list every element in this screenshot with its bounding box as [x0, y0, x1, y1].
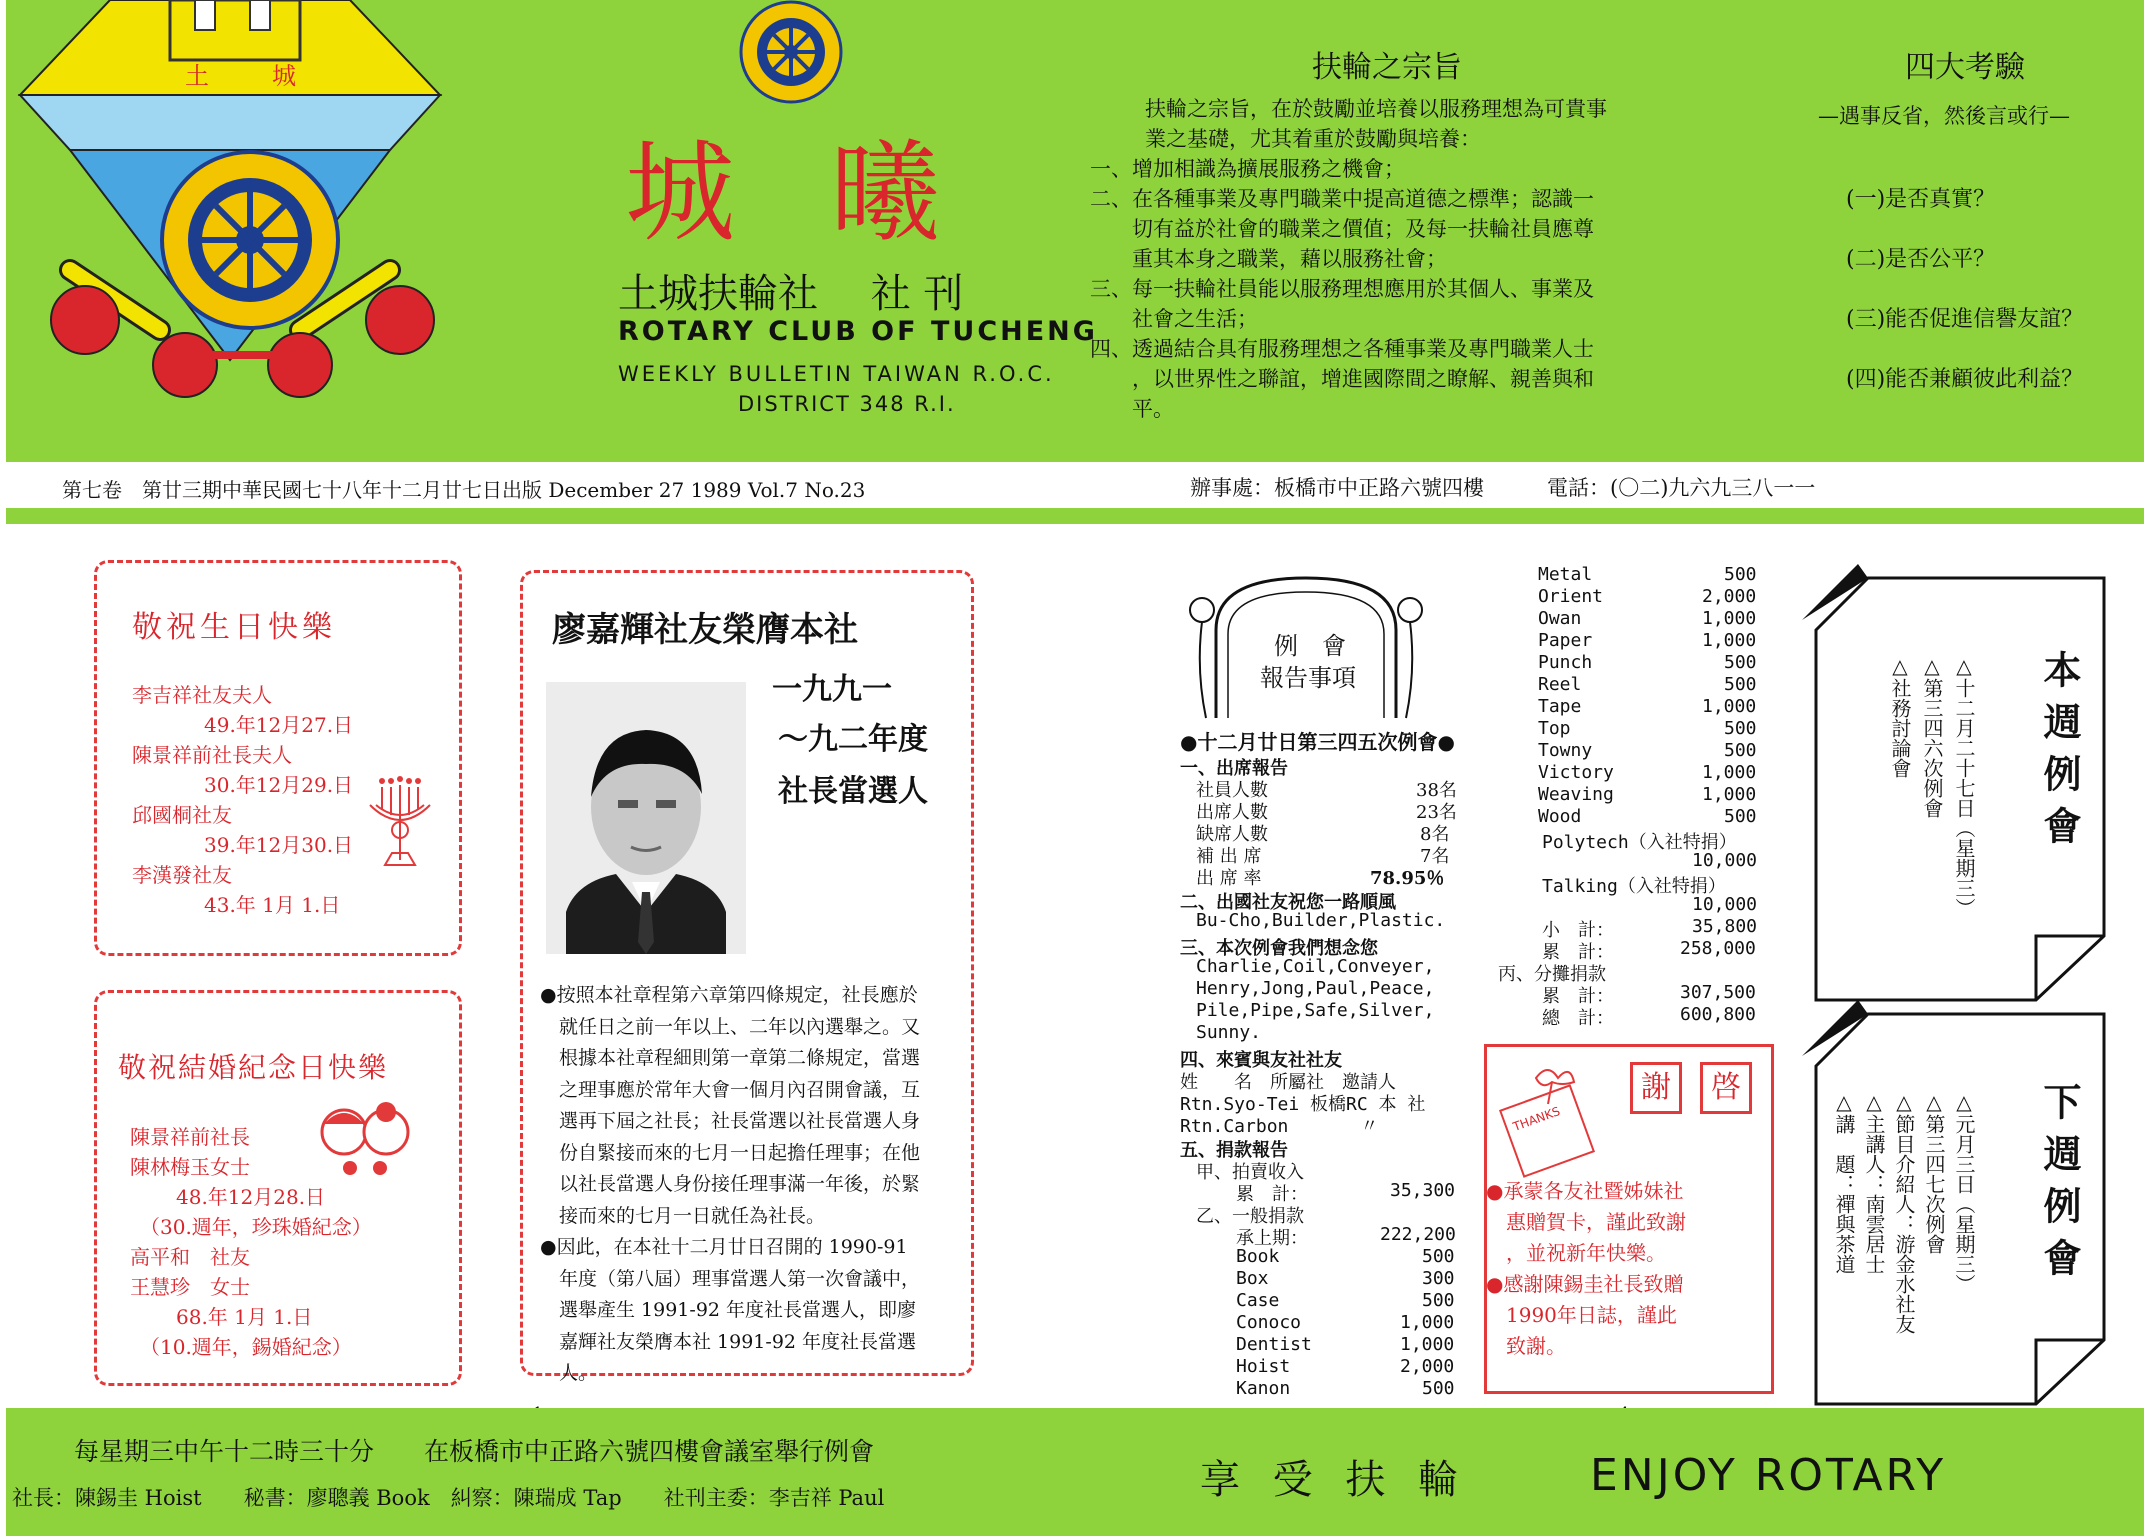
donation-value: 500 — [1724, 740, 1757, 761]
donation-value: 500 — [1422, 1378, 1455, 1399]
divider-band — [6, 508, 2144, 524]
this-week-item-3: △社務討論會 — [1888, 654, 1912, 778]
donation-value: 2,000 — [1400, 1356, 1455, 1377]
president-elect-line: 選再下屆之社長；社長當選以社長當選人身 — [540, 1110, 921, 1132]
thanks-text — [1486, 1176, 1686, 1362]
president-elect-sub-3: 社長當選人 — [778, 774, 928, 809]
club-logo — [10, 0, 450, 420]
attendance-value: 78.95％ — [1370, 868, 1445, 889]
guest-row: Rtn.Carbon 〃 — [1180, 1116, 1379, 1137]
sign-line-1: 例 會 — [1274, 632, 1346, 660]
president-elect-sub-2: ～九二年度 — [778, 722, 928, 757]
attendance-label: 出席人數 — [1196, 802, 1268, 823]
donation-value: 1,000 — [1702, 696, 1757, 717]
meeting-schedule: 每星期三中午十二時三十分 在板橋市中正路六號四樓會議室舉行例會 — [74, 1437, 875, 1466]
next-week-item-4: △主講人：南雲居士 — [1862, 1090, 1886, 1274]
president-elect-line: ●按照本社章程第六章第四條規定，社長應於 — [540, 984, 918, 1006]
wedding-line: 高平和 社友 — [130, 1245, 250, 1269]
thanks-line: 1990年日誌，謹此 — [1486, 1303, 1677, 1327]
meeting-title: ●十二月廿日第三四五次例會● — [1180, 730, 1455, 754]
president-elect-line: 嘉輝社友榮膺本社 1991-92 年度社長當選 — [540, 1330, 917, 1353]
president-elect-sub-1: 一九九一 — [772, 672, 892, 707]
club-name-cn: 土城扶輪社 社 刊 — [618, 271, 964, 317]
castle-label-2: 城 — [272, 62, 296, 90]
this-week-title: 本週例會 — [2037, 650, 2081, 858]
president-elect-line: ●因此，在本社十二月廿日召開的 1990-91 — [540, 1236, 908, 1258]
donation-label: Paper — [1538, 630, 1593, 651]
special-donation-value: 10,000 — [1692, 850, 1758, 871]
this-week-item-2: △第三四六次例會 — [1920, 654, 1944, 818]
object-title: 扶輪之宗旨 — [1312, 50, 1462, 85]
object-item-2-line-1: 二、在各種事業及專門職業中提高道德之標準；認識一 — [1090, 187, 1594, 211]
four-way-item-3: (三)能否促進信譽友誼？ — [1846, 307, 2084, 332]
donation-value: 500 — [1724, 652, 1757, 673]
auction-total-value: 35,300 — [1390, 1180, 1456, 1201]
guest-header: 姓 名 所屬社 邀請人 — [1180, 1072, 1396, 1093]
president-elect-text — [540, 980, 920, 1390]
special-donation-value: 10,000 — [1692, 894, 1758, 915]
subtotal-value: 35,800 — [1692, 916, 1758, 937]
donation-label: Victory — [1538, 762, 1614, 783]
birthday-name: 陳景祥前社長夫人 — [132, 743, 292, 767]
attendance-value: 7名 — [1420, 846, 1450, 867]
wedding-line: 陳景祥前社長 — [130, 1125, 250, 1149]
donation-value: 1,000 — [1400, 1312, 1455, 1333]
attendance-label: 補 出 席 — [1196, 846, 1262, 867]
donation-label: Kanon — [1236, 1378, 1291, 1399]
president-elect-line: 人。 — [540, 1362, 598, 1384]
general-donation-title: 乙、一般捐款 — [1196, 1206, 1304, 1227]
district-line: DISTRICT 348 R.I. — [738, 392, 956, 416]
thanks-title-2: 啓 — [1700, 1062, 1752, 1114]
four-way-subtitle: —遇事反省，然後言或行— — [1818, 104, 2070, 128]
candle-cake-icon — [360, 765, 440, 885]
object-item-4-line-1: 四、透過結合具有服務理想之各種事業及專門職業人士 — [1090, 337, 1594, 361]
object-item-2-line-2: 切有益於社會的職業之價值；及每一扶輪社員應尊 — [1090, 217, 1594, 241]
president-elect-line: 根據本社章程細則第一章第二條規定，當選 — [540, 1047, 921, 1069]
special-donation-label: Talking（入社特捐） — [1542, 876, 1726, 897]
wedding-line: 王慧珍 女士 — [130, 1275, 250, 1299]
donation-value: 222,200 — [1380, 1224, 1456, 1245]
object-item-2-line-3: 重其本身之職業，藉以服務社會； — [1090, 247, 1447, 271]
sign-line-2: 報告事項 — [1260, 664, 1356, 692]
officers-line: 社長：陳錫圭 Hoist 秘書：廖聰義 Book 糾察：陳瑞成 Tap 社刊主委：李吉祥 Paul — [12, 1486, 885, 1510]
donation-value: 500 — [1724, 806, 1757, 827]
section-2-names: Bu-Cho,Builder,Plastic. — [1196, 910, 1446, 931]
donation-label: Case — [1236, 1290, 1280, 1311]
thanks-line: ●感謝陳錫圭社長致贈 — [1486, 1272, 1684, 1296]
object-item-3-line-1: 三、每一扶輪社員能以服務理想應用於其個人、事業及 — [1090, 277, 1594, 301]
attendance-value: 23名 — [1416, 802, 1457, 823]
four-way-item-2: (二)是否公平？ — [1846, 247, 1996, 272]
donation-label: Box — [1236, 1268, 1269, 1289]
club-name-en: ROTARY CLUB OF TUCHENG — [618, 316, 1098, 347]
president-elect-headline: 廖嘉輝社友榮膺本社 — [552, 610, 858, 650]
section-3-names: Henry,Jong,Paul,Peace, — [1196, 978, 1435, 999]
donation-value: 500 — [1724, 674, 1757, 695]
section-1-title: 一、出席報告 — [1180, 758, 1288, 779]
donation-label: Weaving — [1538, 784, 1614, 805]
president-elect-line: 選舉產生 1991-92 年度社長當選人，即廖 — [540, 1299, 917, 1321]
birthday-date: 30.年12月29.日 — [204, 773, 354, 797]
thanks-card-text: THANKS — [1511, 1104, 1562, 1134]
office-info: 辦事處：板橋市中正路六號四樓 電話：(〇二)九六九三八一一 — [1190, 476, 1816, 500]
issue-info: 第七卷 第廿三期中華民國七十八年十二月廿七日出版 December 27 1989 Vol.7 No.23 — [62, 478, 866, 502]
president-elect-line: 就任日之前一年以上、二年以內選舉之。又 — [540, 1015, 921, 1038]
castle-label-1: 土 — [185, 62, 209, 90]
subtotal-label: 小 計： — [1542, 920, 1614, 941]
donation-label: Tape — [1538, 696, 1582, 717]
attendance-value: 38名 — [1416, 780, 1457, 801]
thanks-line: ●承蒙各友社暨姊妹社 — [1486, 1179, 1684, 1203]
birthday-title: 敬祝生日快樂 — [132, 610, 336, 645]
attendance-label: 缺席人數 — [1196, 824, 1268, 845]
wedding-title: 敬祝結婚紀念日快樂 — [118, 1051, 389, 1084]
this-week-item-1: △十二月二十七日（星期三） — [1952, 654, 1976, 918]
cumulative-value: 258,000 — [1680, 938, 1756, 959]
donation-value: 300 — [1422, 1268, 1455, 1289]
thanks-line: ，並祝新年快樂。 — [1486, 1241, 1666, 1265]
donation-value: 1,000 — [1702, 762, 1757, 783]
donation-label: Reel — [1538, 674, 1582, 695]
next-week-item-3: △節目介紹人：游金水社友 — [1892, 1090, 1916, 1334]
wedding-line: 48.年12月28.日 — [156, 1185, 326, 1209]
section-4-title: 四、來賓與友社社友 — [1180, 1050, 1342, 1071]
object-item-4-line-3: 平。 — [1090, 397, 1174, 421]
donation-value: 1,000 — [1400, 1334, 1455, 1355]
shared-total-label: 累 計： — [1542, 986, 1614, 1007]
shared-total-value: 307,500 — [1680, 982, 1756, 1003]
donation-label: Dentist — [1236, 1334, 1312, 1355]
wedding-line: 陳林梅玉女士 — [130, 1155, 250, 1179]
donation-value: 500 — [1724, 718, 1757, 739]
donation-value: 1,000 — [1702, 630, 1757, 651]
donation-value: 2,000 — [1702, 586, 1757, 607]
masthead-title: 城 曦 — [625, 129, 970, 257]
grand-total-value: 600,800 — [1680, 1004, 1756, 1025]
four-way-item-4: (四)能否兼顧彼此利益？ — [1846, 367, 2084, 392]
next-week-item-5: △講 題：禪與茶道 — [1832, 1090, 1856, 1274]
president-elect-line: 份自緊接而來的七月一日起擔任理事；在他 — [540, 1141, 921, 1164]
section-5-title: 五、捐款報告 — [1180, 1140, 1288, 1161]
next-week-item-2: △第三四七次例會 — [1922, 1090, 1946, 1254]
president-elect-line: 接而來的七月一日就任為社長。 — [540, 1204, 826, 1227]
object-item-1: 一、增加相識為擴展服務之機會； — [1090, 157, 1405, 181]
birthday-list — [132, 680, 353, 920]
birthday-date: 39.年12月30.日 — [204, 833, 354, 857]
auction-title: 甲、拍賣收入 — [1196, 1162, 1304, 1183]
wedding-line: （10.週年，錫婚紀念） — [130, 1335, 352, 1359]
donation-value: 500 — [1724, 564, 1757, 585]
donation-value: 500 — [1422, 1290, 1455, 1311]
donation-label: Wood — [1538, 806, 1582, 827]
section-3-title: 三、本次例會我們想念您 — [1180, 938, 1378, 959]
four-way-item-1: (一)是否真實？ — [1846, 187, 1996, 212]
donation-label: 承上期： — [1236, 1228, 1308, 1249]
bulletin-line: WEEKLY BULLETIN TAIWAN R.O.C. — [618, 362, 1055, 386]
kissing-couple-icon — [310, 1098, 420, 1178]
four-way-title: 四大考驗 — [1905, 50, 2025, 85]
donation-label: Conoco — [1236, 1312, 1302, 1333]
enjoy-rotary-cn: 享 受 扶 輪 — [1200, 1457, 1469, 1503]
birthday-name: 李漢發社友 — [132, 863, 232, 887]
object-intro-1: 扶輪之宗旨，在於鼓勵並培養以服務理想為可貴事 — [1145, 97, 1607, 121]
donation-label: Towny — [1538, 740, 1593, 761]
donation-label: Hoist — [1236, 1356, 1291, 1377]
section-3-names: Charlie,Coil,Conveyer, — [1196, 956, 1435, 977]
section-3-names: Sunny. — [1196, 1022, 1262, 1043]
object-item-3-line-2: 社會之生活； — [1090, 307, 1258, 331]
auction-total-label: 累 計： — [1236, 1184, 1308, 1205]
president-photo — [546, 682, 746, 954]
grand-total-label: 總 計： — [1542, 1008, 1614, 1029]
shared-donation-title: 丙、分攤捐款 — [1498, 964, 1606, 985]
attendance-label: 社員人數 — [1196, 780, 1268, 801]
footer-band-left — [6, 1408, 1060, 1536]
next-week-title: 下週例會 — [2037, 1082, 2081, 1290]
donation-label: Book — [1236, 1246, 1280, 1267]
enjoy-rotary-en: ENJOY ROTARY — [1590, 1450, 1947, 1501]
donation-value: 1,000 — [1702, 608, 1757, 629]
next-week-item-1: △元月三日（星期三） — [1952, 1090, 1976, 1294]
attendance-value: 8名 — [1420, 824, 1450, 845]
birthday-name: 邱國桐社友 — [132, 803, 232, 827]
donation-label: Punch — [1538, 652, 1593, 673]
donation-label: Metal — [1538, 564, 1593, 585]
birthday-name: 李吉祥社友夫人 — [132, 683, 272, 707]
wedding-line: 68.年 1月 1.日 — [156, 1305, 313, 1329]
attendance-label: 出 席 率 — [1196, 868, 1262, 889]
birthday-date: 43.年 1月 1.日 — [204, 893, 341, 917]
thanks-title-1: 謝 — [1630, 1062, 1682, 1114]
guest-row: Rtn.Syo-Tei 板橋RC 本 社 — [1180, 1094, 1426, 1115]
donation-label: Top — [1538, 718, 1571, 739]
donation-value: 500 — [1422, 1246, 1455, 1267]
rotary-emblem-icon — [736, 0, 846, 110]
thanks-line: 致謝。 — [1486, 1334, 1566, 1358]
section-2-title: 二、出國社友祝您一路順風 — [1180, 892, 1396, 913]
cumulative-label: 累 計： — [1542, 942, 1614, 963]
donation-label: Owan — [1538, 608, 1582, 629]
object-body — [1090, 94, 1760, 424]
object-item-4-line-2: ，以世界性之聯誼，增進國際間之瞭解、親善與和 — [1090, 367, 1594, 391]
object-intro-2: 業之基礎，尤其着重於鼓勵與培養： — [1145, 127, 1481, 151]
thanks-line: 惠贈賀卡，謹此致謝 — [1486, 1210, 1686, 1234]
birthday-date: 49.年12月27.日 — [204, 713, 354, 737]
wedding-line: （30.週年，珍珠婚紀念） — [130, 1215, 372, 1239]
donation-value: 1,000 — [1702, 784, 1757, 805]
donation-label: Orient — [1538, 586, 1604, 607]
section-3-names: Pile,Pipe,Safe,Silver, — [1196, 1000, 1435, 1021]
president-elect-line: 之理事應於常年大會一個月內召開會議，互 — [540, 1078, 921, 1101]
president-elect-line: 年度（第八屆）理事當選人第一次會議中， — [540, 1267, 921, 1290]
president-elect-line: 以社長當選人身份接任理事滿一年後，於緊 — [540, 1173, 921, 1195]
special-donation-label: Polytech（入社特捐） — [1542, 832, 1737, 853]
